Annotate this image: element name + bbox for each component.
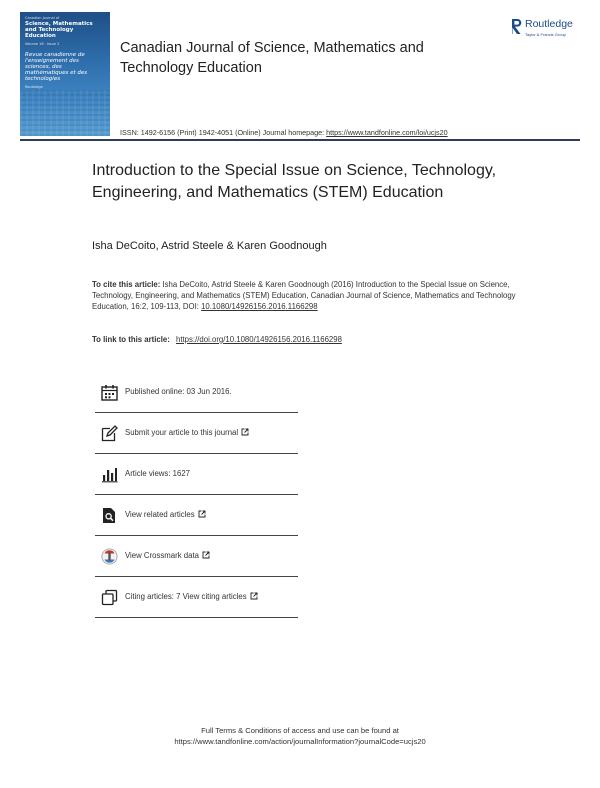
- citing-articles-link[interactable]: [95, 577, 298, 618]
- cover-pattern: [20, 90, 110, 136]
- publisher-tagline: Taylor & Francis Group: [525, 32, 566, 37]
- article-title: Introduction to the Special Issue on Science, Technology, Engineering, and Mathematics (STEM) Education: [92, 162, 497, 201]
- link-label: To link to this article:: [92, 335, 170, 344]
- citing-articles-text: Citing articles: 7 View citing articles: [125, 592, 247, 601]
- edit-icon: [101, 425, 118, 442]
- submit-article-text: Submit your article to this journal: [125, 428, 239, 437]
- article-views-text: Article views: 1627: [125, 469, 191, 478]
- document-search-icon: [101, 507, 118, 524]
- article-link-line: [92, 335, 342, 344]
- journal-title: Canadian Journal of Science, Mathematics and Technology Education: [120, 40, 424, 76]
- publisher-name: Routledge: [525, 18, 573, 30]
- external-link-icon: [202, 551, 210, 559]
- issn-text: ISSN: 1492-6156 (Print) 1942-4051 (Online) Journal homepage:: [120, 128, 325, 137]
- terms-text: Full Terms & Conditions of access and use can be found at: [201, 726, 399, 735]
- cover-french-title: Revue canadienne de l'enseignement des sciences, des mathématiques et des technologies: [25, 52, 88, 82]
- citation-block: [92, 279, 522, 312]
- terms-url-link[interactable]: https://www.tandfonline.com/action/journalInformation?journalCode=ucjs20: [174, 737, 426, 746]
- cover-journal-name: Science, Mathematics and Technology Education: [25, 21, 93, 39]
- published-online-text: Published online: 03 Jun 2016.: [125, 387, 232, 396]
- routledge-logo-icon: [510, 18, 523, 35]
- crossmark-icon: [101, 548, 118, 565]
- cite-doi-link[interactable]: 10.1080/14926156.2016.1166298: [201, 302, 318, 311]
- cite-text: Isha DeCoito, Astrid Steele & Karen Goodnough (2016) Introduction to the Special Issue on Science, Technology, Engineering, and Mathematics (STEM) Education, Canadian Journal of Science, Mathematics and Technology Education, 16:2, 109-113, DOI:: [92, 280, 516, 311]
- cover-publisher: Routledge: [25, 85, 43, 89]
- header-divider: [20, 139, 580, 141]
- submit-article-link[interactable]: [95, 413, 298, 454]
- publisher-logo: [510, 18, 590, 42]
- crossmark-link[interactable]: [95, 536, 298, 577]
- bar-chart-icon: [101, 466, 118, 483]
- cite-label: To cite this article:: [92, 280, 161, 289]
- external-link-icon: [250, 592, 258, 600]
- issn-line: [120, 128, 448, 137]
- calendar-icon: [101, 384, 118, 401]
- journal-homepage-link[interactable]: https://www.tandfonline.com/loi/ucjs20: [326, 128, 448, 137]
- cover-line-1: Canadian Journal of: [25, 16, 60, 20]
- published-online-item: [95, 372, 298, 413]
- related-articles-text: View related articles: [125, 510, 195, 519]
- journal-cover: [20, 12, 110, 136]
- terms-footer: [0, 725, 600, 747]
- citing-articles-icon: [101, 589, 118, 606]
- external-link-icon: [198, 510, 206, 518]
- external-link-icon: [241, 428, 249, 436]
- article-views-item: [95, 454, 298, 495]
- cover-issue: Volume 16 · Issue 2: [25, 42, 60, 46]
- article-doi-link[interactable]: https://doi.org/10.1080/14926156.2016.1166298: [176, 335, 342, 344]
- article-authors: Isha DeCoito, Astrid Steele & Karen Goodnough: [92, 240, 327, 252]
- related-articles-link[interactable]: [95, 495, 298, 536]
- article-actions: [95, 372, 298, 618]
- crossmark-text: View Crossmark data: [125, 551, 199, 560]
